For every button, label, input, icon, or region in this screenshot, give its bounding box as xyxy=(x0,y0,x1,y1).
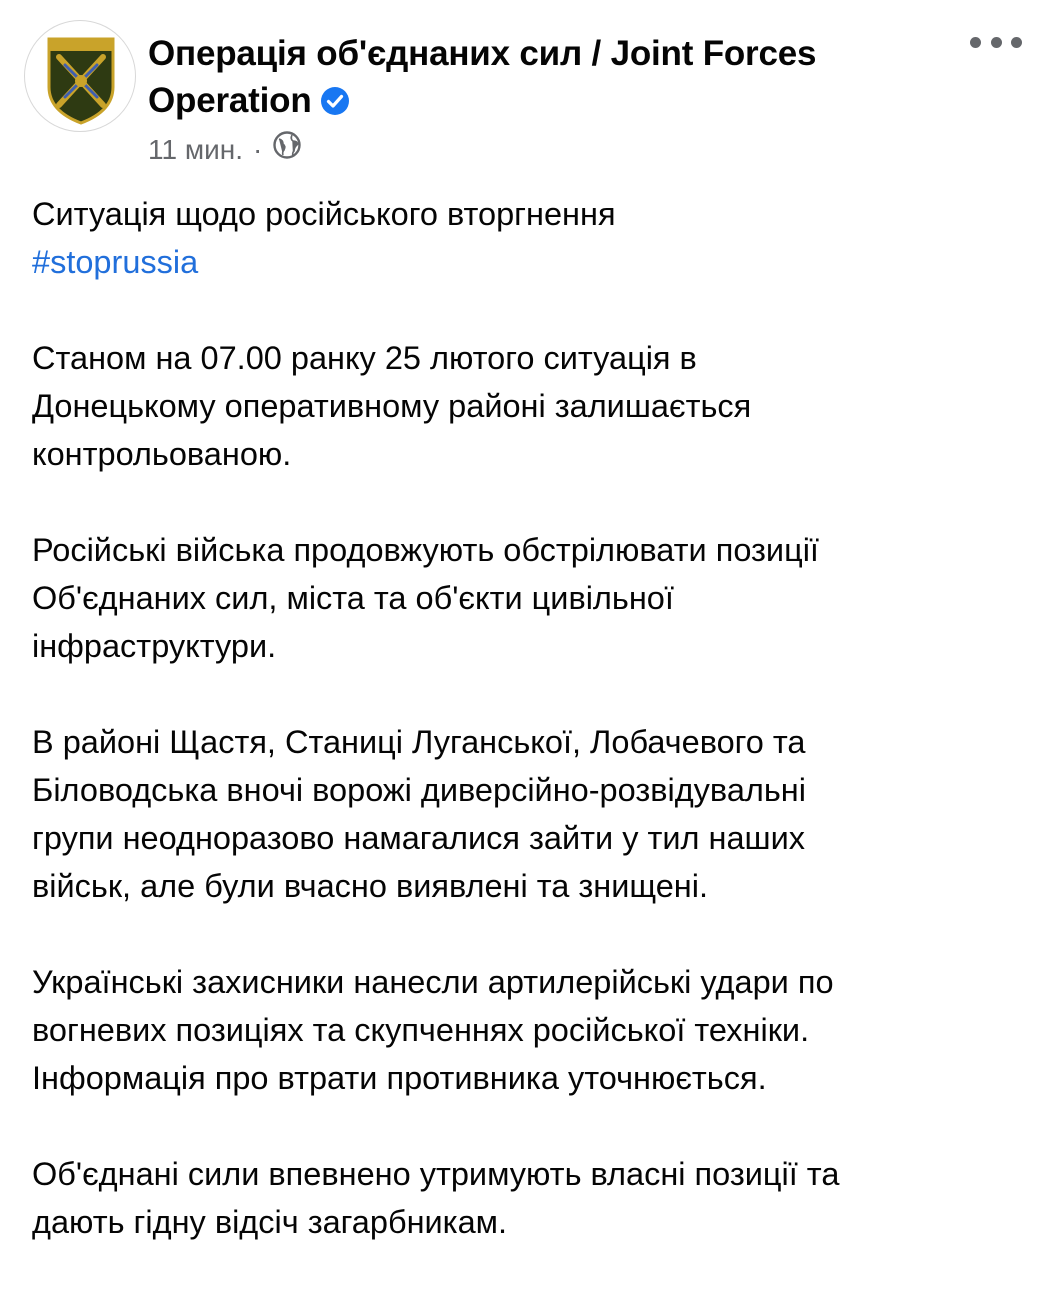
more-options-button[interactable] xyxy=(970,30,1022,54)
verified-badge-icon xyxy=(320,81,350,128)
meta-separator: · xyxy=(252,133,263,165)
hashtag-link[interactable]: #stoprussia xyxy=(32,244,199,280)
post-header xyxy=(0,0,1044,180)
post-paragraph: Об'єднані сили впевнено утримують власні позиції та дають гідну відсіч загарбникам. xyxy=(32,1156,840,1240)
page-name-link[interactable] xyxy=(148,30,948,128)
more-horizontal-icon xyxy=(991,37,1002,48)
post-title-line: Ситуація щодо російського вторгнення xyxy=(32,196,616,232)
more-horizontal-icon xyxy=(970,37,981,48)
page-name[interactable]: Операція об'єднаних сил / Joint Forces Operation xyxy=(148,34,817,120)
post-paragraph: Російські війська продовжують обстрілювати позиції Об'єднаних сил, міста та об'єкти цивільної інфраструктури. xyxy=(32,532,819,664)
post-text xyxy=(32,190,1022,1294)
post-paragraph: Українські захисники нанесли артилерійські удари по вогневих позиціях та скупченнях російської техніки. Інформація про втрати противника уточнюється. xyxy=(32,964,834,1096)
post-paragraph: Станом на 07.00 ранку 25 лютого ситуація в Донецькому оперативному районі залишається контрольованою. xyxy=(32,340,752,472)
globe-icon[interactable] xyxy=(272,130,302,169)
post-paragraph: В районі Щастя, Станиці Луганської, Лобачевого та Біловодська вночі ворожі диверсійно-розвідувальні групи неодноразово намагалися зайти у тил наших військ, але були вчасно виявлені та знищені. xyxy=(32,724,806,904)
more-horizontal-icon xyxy=(1011,37,1022,48)
shield-emblem-icon xyxy=(25,21,136,132)
post-meta xyxy=(148,130,302,169)
page-avatar[interactable] xyxy=(24,20,136,132)
post-timestamp[interactable]: 11 мин. xyxy=(148,133,243,165)
post-intro xyxy=(32,190,1022,286)
